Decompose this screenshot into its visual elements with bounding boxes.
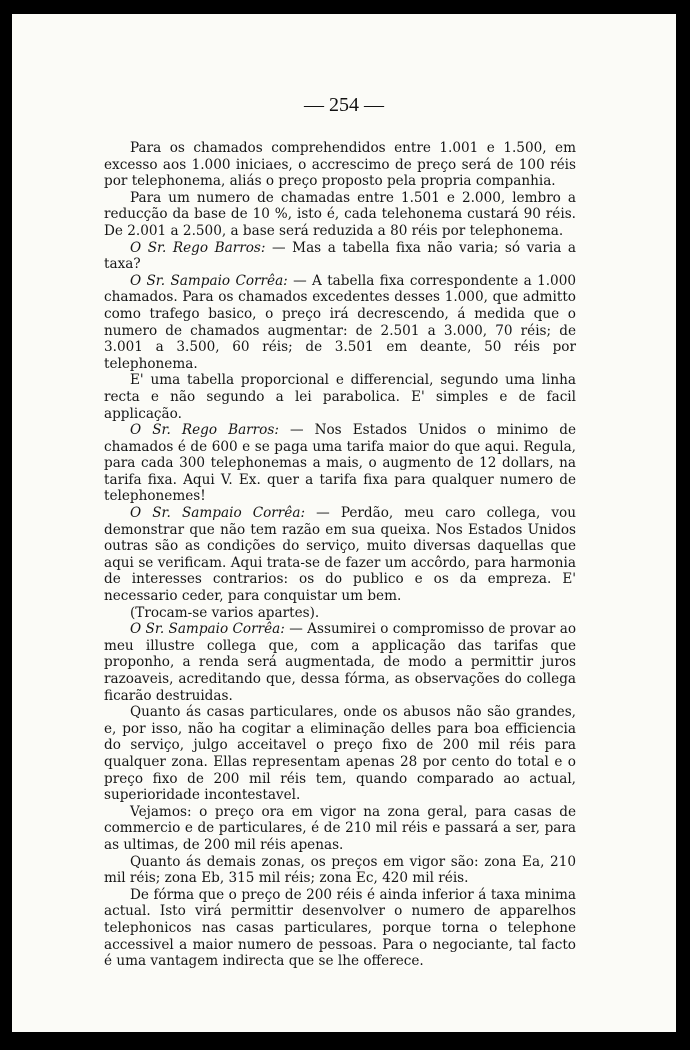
page-number: — 254 — — [304, 94, 384, 116]
paragraph-text: Para os chamados comprehendidos entre 1.001 e 1.500, em excesso aos 1.000 iniciaes, o accrescimo de preço será de 100 réis por telephonema, aliás o preço proposto pela propria companhia. — [104, 140, 576, 190]
document-page — [12, 14, 676, 1032]
speaker: O Sr. Rego Barros: — [130, 239, 266, 256]
paragraph — [104, 140, 576, 190]
speaker: O Sr. Sampaio Corrêa: — [130, 272, 288, 289]
paragraph — [104, 887, 576, 970]
paragraph-text: — Nos Estados Unidos o minimo de chamados é de 600 e se paga uma tarifa maior do que aqui. Regula, para cada 300 telephonemas a mais, o augmento de 12 dollars, na tarifa fixa. Aqui V. Ex. quer a tarifa fixa para qualquer numero de telephonemes! — [104, 422, 576, 505]
body-text — [104, 140, 576, 970]
paragraph-text: — A tabella fixa correspondente a 1.000 chamados. Para os chamados excedentes desses 1.000, que admitto como trafego basico, o preço irá decrescendo, á medida que o numero de chamados augmentar: de 2.501 a 3.000, 70 réis; de 3.001 a 3.500, 60 réis; de 3.501 em deante, 50 réis por telephonema. — [104, 272, 576, 372]
paragraph-text: Para um numero de chamadas entre 1.501 e 2.000, lembro a reducção da base de 10 %, isto é, cada telehonema custará 90 réis. De 2.001 a 2.500, a base será reduzida a 80 réis por telephonema. — [104, 189, 576, 239]
paragraph — [104, 240, 576, 273]
paragraph-text: — Mas a tabella fixa não varia; só varia a taxa? — [104, 239, 577, 273]
speaker: O Sr. Sampaio Corrêa: — [130, 505, 306, 522]
paragraph — [104, 621, 576, 704]
paragraph-text: — Assumirei o compromisso de provar ao meu illustre collega que, com a applicação das tarifas que proponho, a renda será augmentada, de modo a permittir juros razoaveis, acreditando que, dessa fórma, as observações do collega ficarão destruidas. — [104, 621, 576, 704]
paragraph — [104, 605, 576, 622]
paragraph-text: (Trocam-se varios apartes). — [130, 604, 320, 621]
paragraph-text: Quanto ás demais zonas, os preços em vigor são: zona Ea, 210 mil réis; zona Eb, 315 mil réis; zona Ec, 420 mil réis. — [104, 853, 576, 887]
speaker: O Sr. Rego Barros: — [130, 422, 279, 439]
paragraph — [104, 372, 576, 422]
paragraph — [104, 505, 576, 605]
paragraph — [104, 190, 576, 240]
paragraph-text: E' uma tabella proporcional e differencial, segundo uma linha recta e não segundo a lei parabolica. E' simples e de facil applicação. — [104, 372, 576, 422]
paragraph — [104, 273, 576, 373]
paragraph — [104, 422, 576, 505]
paragraph — [104, 704, 576, 804]
paragraph-text: Quanto ás casas particulares, onde os abusos não são grandes, e, por isso, não ha cogitar a eliminação delles para boa efficiencia do serviço, julgo acceitavel o preço fixo de 200 mil réis para qualquer zona. Ellas representam apenas 28 por cento do total e o preço fixo de 200 mil réis tem, quando comparado ao actual, superioridade incontestavel. — [104, 704, 576, 804]
paragraph-text: Vejamos: o preço ora em vigor na zona geral, para casas de commercio e de particulares, é de 210 mil réis e passará a ser, para as ultimas, de 200 mil réis apenas. — [104, 803, 576, 853]
paragraph — [104, 804, 576, 854]
paragraph-text: — Perdão, meu caro collega, vou demonstrar que não tem razão em sua queixa. Nos Estados Unidos outras são as condições do serviço, muito diversas daquellas que aqui se verificam. Aqui trata-se de fazer um accôrdo, para harmonia de interesses contrarios: os do publico e os da empreza. E' necessario ceder, para conquistar um bem. — [104, 505, 576, 605]
speaker: O Sr. Sampaio Corrêa: — [130, 621, 285, 638]
paragraph — [104, 854, 576, 887]
paragraph-text: De fórma que o preço de 200 réis é ainda inferior á taxa minima actual. Isto virá permittir desenvolver o numero de apparelhos telephonicos nas casas particulares, porque torna o telephone accessivel a maior numero de pessoas. Para o negociante, tal facto é uma vantagem indirecta que se lhe offerece. — [104, 886, 576, 970]
